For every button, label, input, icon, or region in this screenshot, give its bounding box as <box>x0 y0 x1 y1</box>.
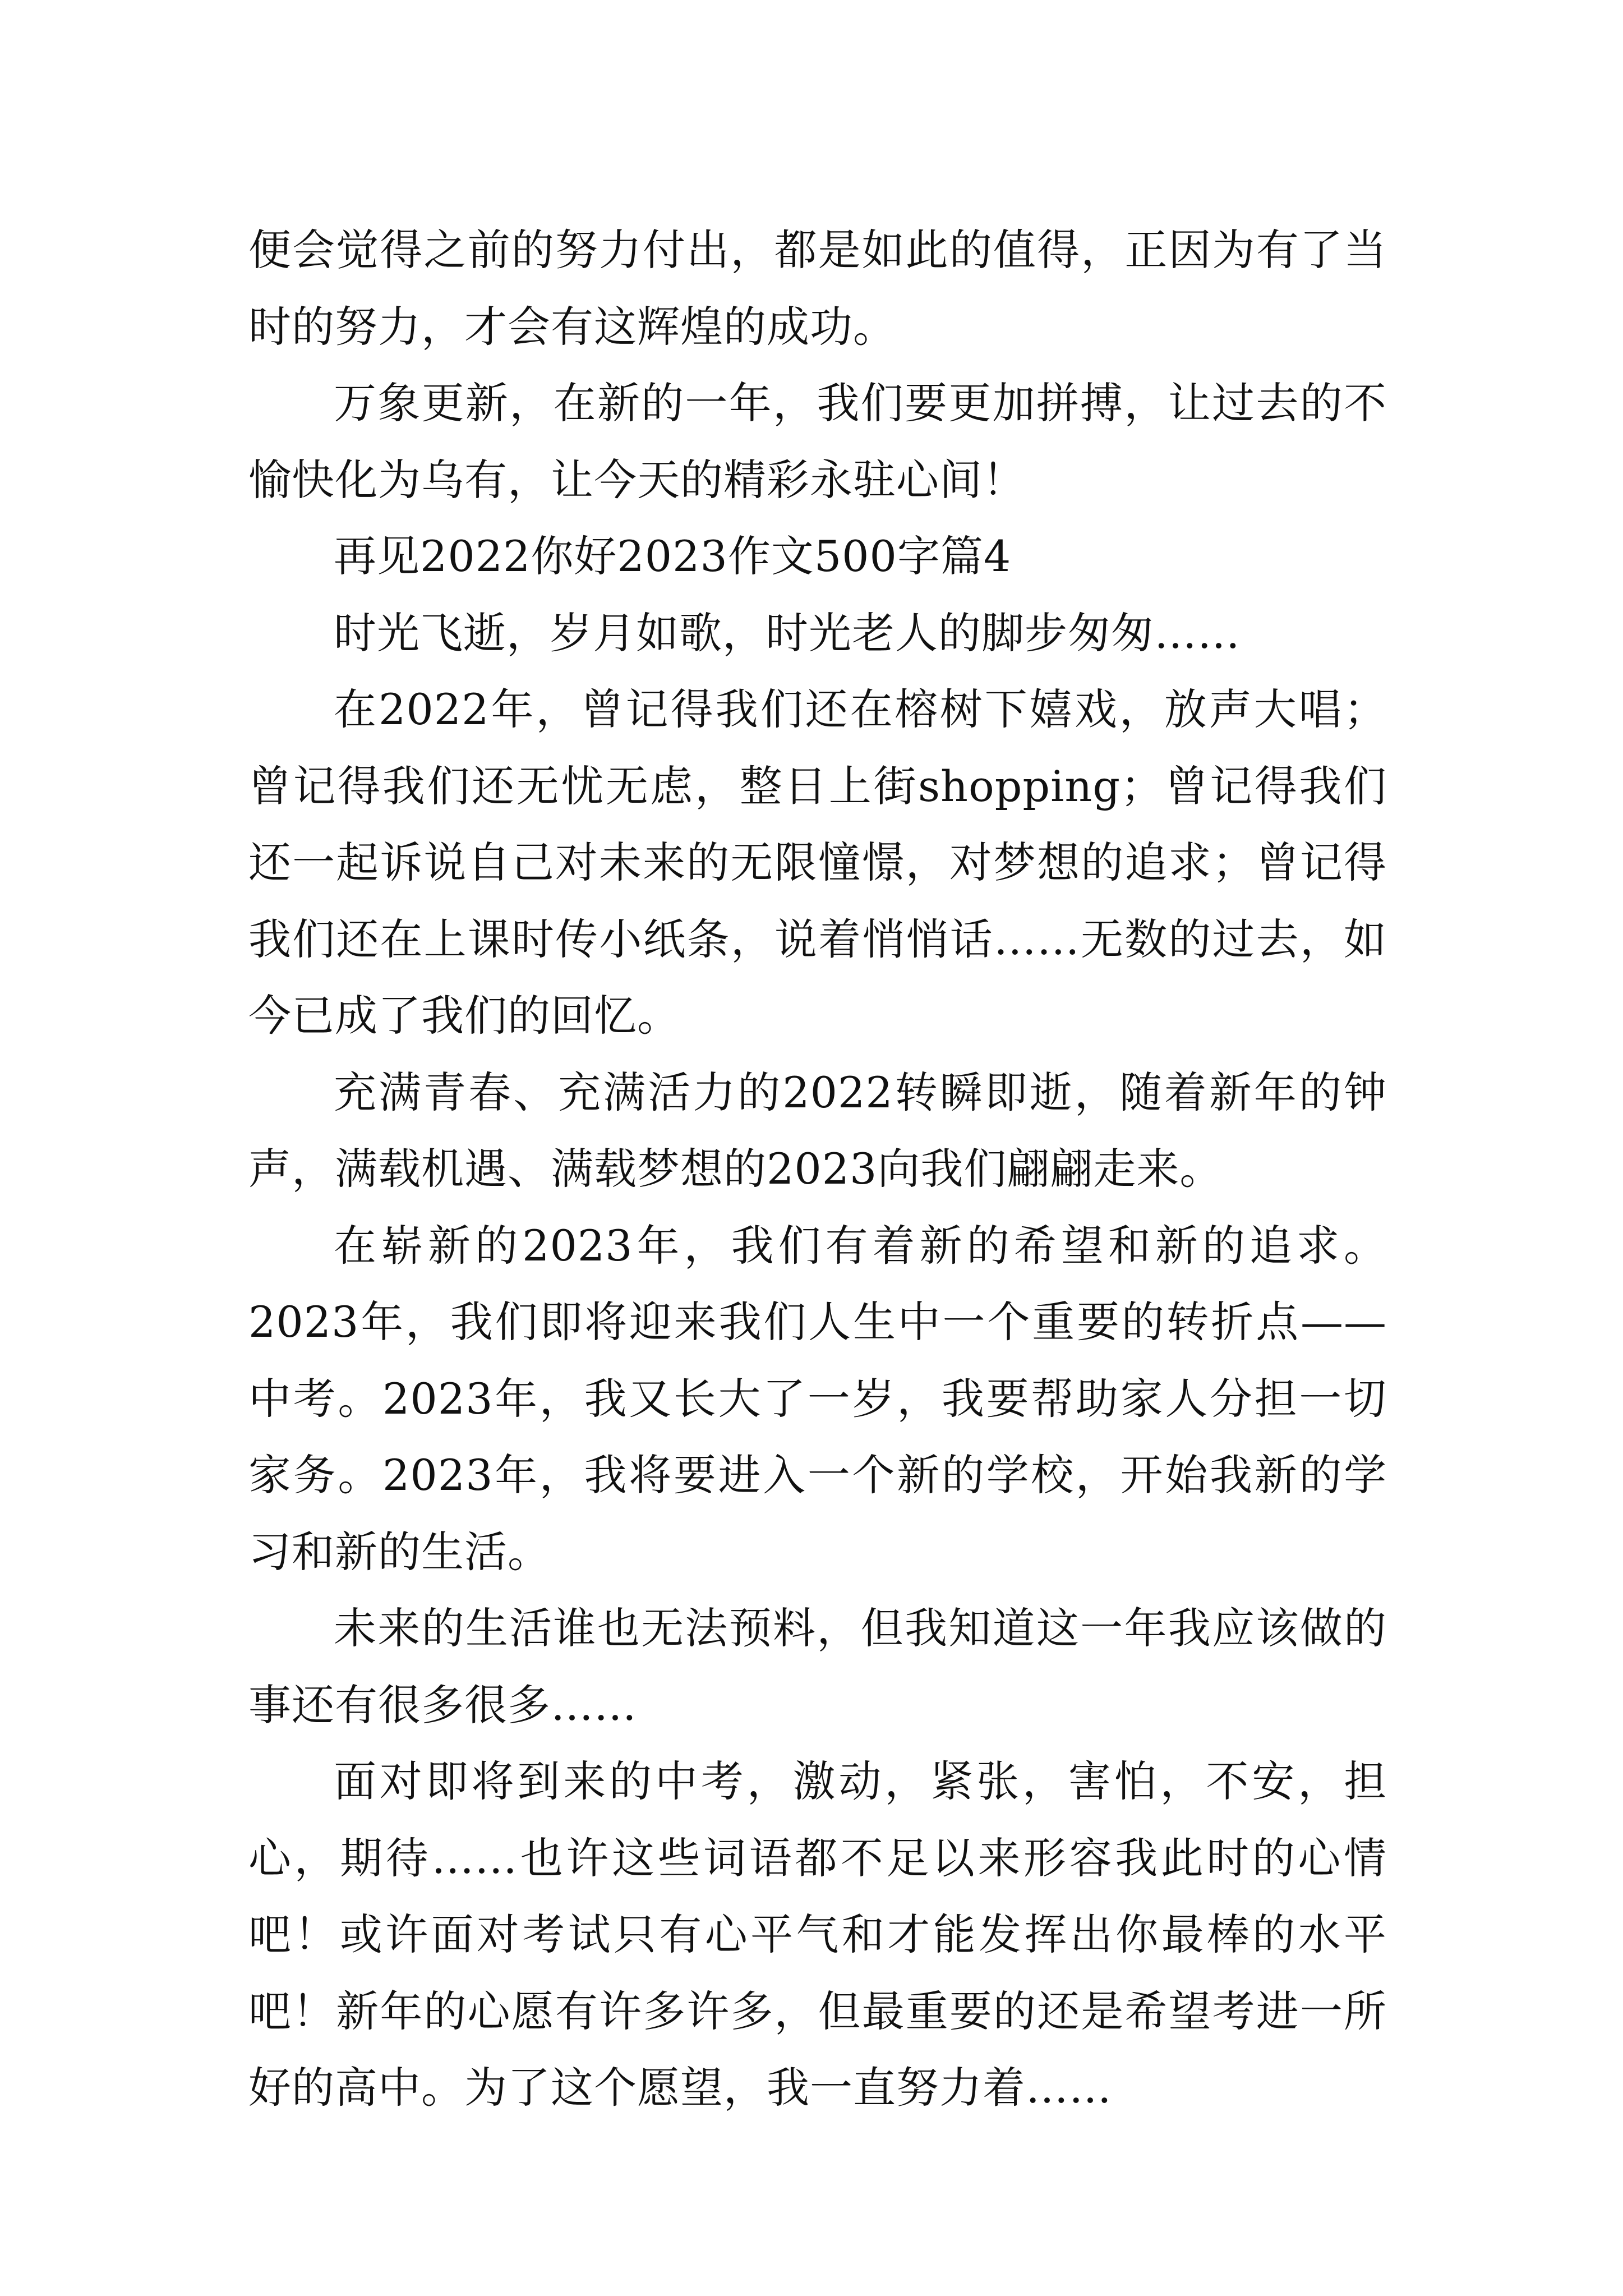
paragraph-6: 在崭新的2023年，我们有着新的希望和新的追求。2023年，我们即将迎来我们人生中一个重要的转折点——中考。2023年，我又长大了一岁，我要帮助家人分担一切家务。2023年，我将要进入一个新的学校，开始我新的学习和新的生活。 <box>248 1220 1387 1577</box>
paragraph-1: 便会觉得之前的努力付出，都是如此的值得，正因为有了当时的努力，才会有这辉煌的成功。 <box>248 225 1387 352</box>
section-heading: 再见2022你好2023作文500字篇4 <box>334 531 1012 581</box>
paragraph-4: 在2022年，曾记得我们还在榕树下嬉戏，放声大唱；曾记得我们还无忧无虑，整日上街shopping；曾记得我们还一起诉说自己对未来的无限憧憬，对梦想的追求；曾记得我们还在上课时传小纸条，说着悄悄话……无数的过去，如今已成了我们的回忆。 <box>248 684 1387 1041</box>
paragraph-8: 面对即将到来的中考，激动，紧张，害怕，不安，担心，期待……也许这些词语都不足以来形容我此时的心情吧！或许面对考试只有心平气和才能发挥出你最棒的水平吧！新年的心愿有许多许多，但最重要的还是希望考进一所好的高中。为了这个愿望，我一直努力着…… <box>248 1756 1387 2113</box>
paragraph-7: 未来的生活谁也无法预料，但我知道这一年我应该做的事还有很多很多…… <box>248 1603 1387 1730</box>
paragraph-2: 万象更新，在新的一年，我们要更加拼搏，让过去的不愉快化为乌有，让今天的精彩永驻心间！ <box>248 378 1387 505</box>
paragraph-5: 充满青春、充满活力的2022转瞬即逝，随着新年的钟声，满载机遇、满载梦想的2023向我们翩翩走来。 <box>248 1067 1387 1194</box>
document-body <box>248 212 1387 2127</box>
paragraph-3: 时光飞逝，岁月如歌，时光老人的脚步匆匆…… <box>334 608 1241 658</box>
